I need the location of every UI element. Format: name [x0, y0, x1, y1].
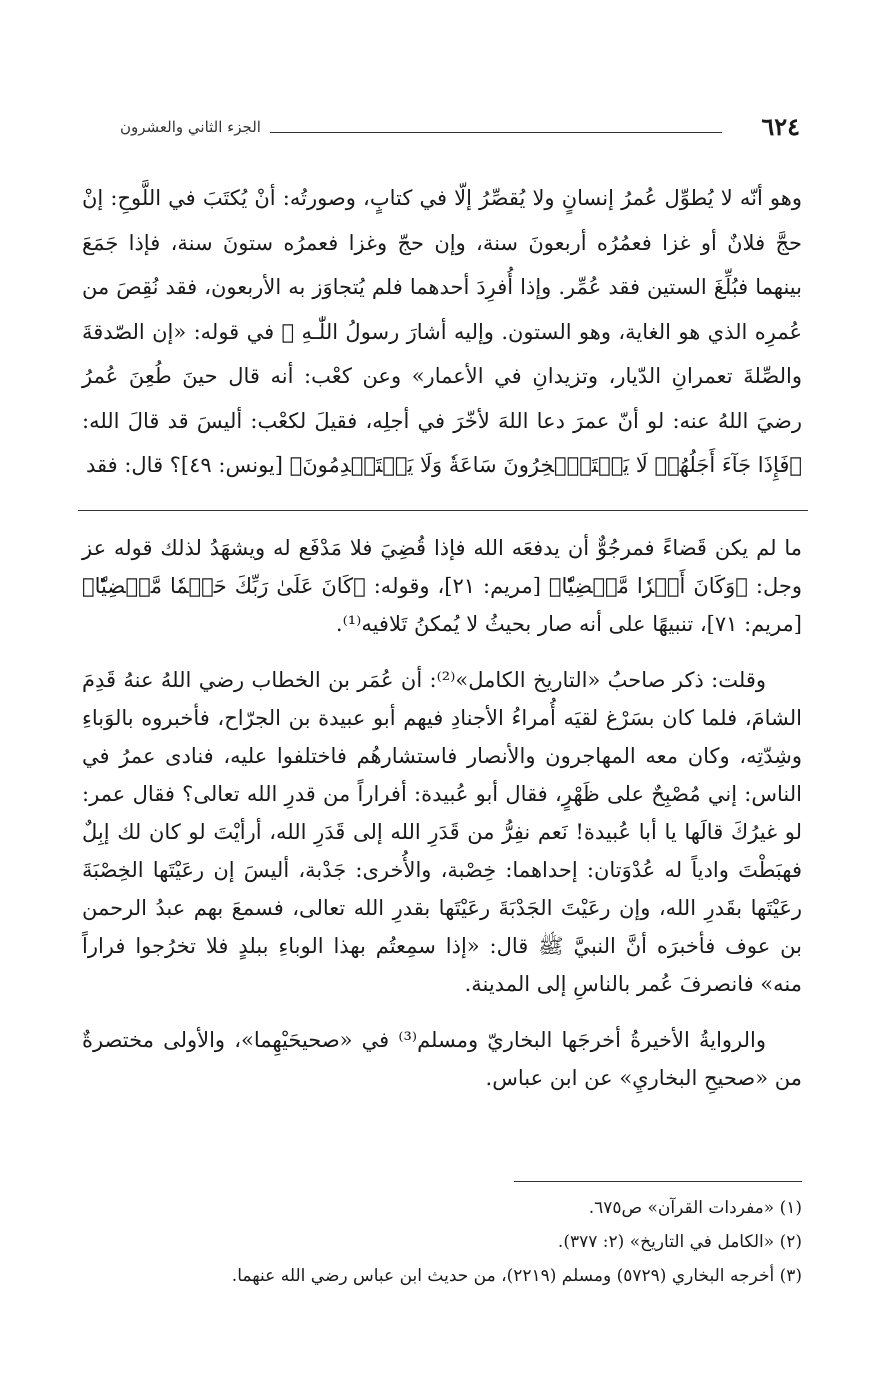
- main-text-bottom: [82, 529, 802, 1097]
- section-divider: [78, 510, 808, 511]
- paragraph-2: وقلت: ذكر صاحبُ «التاريخ الكامل»⁽²⁾: أن عُمَر بن الخطاب رضي اللهُ عنهُ قَدِمَ الشامَ، فلما كان بسَرْغ لقيَه أُمراءُ الأجنادِ فيهم أبو عبيدة بن الجرّاح، فأخبروه بالوَباءِ وشِدّتِه، وكان معه المهاجرون والأنصار فاستشارهُم فاختلفوا عليه، فنادى عمرُ في الناس: إني مُصْبِحٌ على ظَهْرٍ، فقال أبو عُبيدة: أفراراً من قدرِ الله تعالى؟ فقال عمر: لو غيرُكَ قالَها يا أبا عُبيدة! نَعم نفِرُّ من قَدَرِ الله إلى قَدَرِ الله، أرأيْتَ لو كان لك إبِلٌ فهبَطْتَ وادياً له عُدْوَتان: إحداهما: خِصْبة، والأُخرى: جَدْبة، أليسَ إن رعَيْتَها الخِصْبَةَ رعَيْتَها بقَدرِ الله، وإن رعَيْتَ الجَدْبَةَ رعَيْتَها بقدرِ الله تعالى، فسمعَ بهم عبدُ الرحمن بن عوف فأخبرَه أنَّ النبيَّ ﷺ قال: «إذا سمِعتُم بهذا الوباءِ ببلدٍ فلا تخرُجوا فراراً منه» فانصرفَ عُمر بالناسِ إلى المدينة.: [82, 668, 802, 996]
- paragraph-gap: [82, 1003, 802, 1021]
- running-title: الجزء الثاني والعشرون: [120, 118, 261, 136]
- footnote-3: (٣) أخرجه البخاري (٥٧٢٩) ومسلم (٢٢١٩)، من حديث ابن عباس رضي الله عنهما.: [231, 1266, 802, 1286]
- footnote-rule: [514, 1181, 802, 1182]
- paragraph-3: والروايةُ الأخيرةُ أخرجَها البخاريّ ومسلم⁽³⁾ في «صحيحَيْهِما»، والأولى مختصرةٌ من «صحيحِ البخاريِ» عن ابن عباس.: [82, 1028, 802, 1090]
- paragraph-1: ما لم يكن قَضاءً فمرجُوٌّ أن يدفعَه الله فإذا قُضِيَ فلا مَدْفَع له ويشهَدُ لذلك قوله عز وجل: ﴿وَكَانَ أَمۡرٗا مَّقۡضِيّٗا﴾ [مريم: ٢١]، وقوله: ﴿كَانَ عَلَىٰ رَبِّكَ حَتۡمٗا مَّقۡضِيّٗا﴾ [مريم: ٧١]، تنبيهًا على أنه صار بحيثُ لا يُمكنُ تَلافيه⁽¹⁾.: [82, 536, 802, 636]
- page-header: [120, 112, 800, 146]
- paragraph-gap: [82, 643, 802, 661]
- main-text-top: [82, 176, 802, 488]
- footnote-1: (١) «مفردات القرآن» ص٦٧٥.: [588, 1198, 802, 1218]
- top-paragraph: وهو أنّه لا يُطوِّل عُمرُ إنسانٍ ولا يُقصِّرُ إلّا في كتابٍ، وصورتُه: أنْ يُكتَبَ في اللَّوحِ: إنْ حجَّ فلانٌ أو غزا فعمُرُه أربعونَ سنة، وإن حجّ وغزا فعمرُه ستونَ سنة، فإذا جَمَعَ بينهما فبُلِّغَ الستين فقد عُمِّر. وإذا أُفرِدَ أحدهما فلم يُتجاوَز به الأربعون، فقد نُقِصَ من عُمرِه الذي هو الغاية، وهو الستون. وإليه أشارَ رسولُ اللّٰـهِ ﷺ في قوله: «إن الصّدقةَ والصِّلةَ تعمرانِ الدّيار، وتزيدانِ في الأعمار» وعن كعْب: أنه قال حينَ طُعِنَ عُمرُ رضيَ اللهُ عنه: لو أنّ عمرَ دعا اللهَ لأخّرَ في أجلِه، فقيلَ لكعْب: أليسَ قد قالَ الله: ﴿فَإِذَا جَآءَ أَجَلُهُمۡ لَا يَسۡتَـٔۡخِرُونَ سَاعَةٗ وَلَا يَسۡتَقۡدِمُونَ﴾ [يونس: ٤٩]؟ قال: فقد: [82, 186, 802, 477]
- footnotes: [82, 1191, 802, 1293]
- footnote-2: (٢) «الكامل في التاريخ» (٢: ٣٧٧).: [557, 1232, 802, 1252]
- page-number: ٦٢٤: [761, 112, 800, 141]
- header-rule: [270, 132, 722, 133]
